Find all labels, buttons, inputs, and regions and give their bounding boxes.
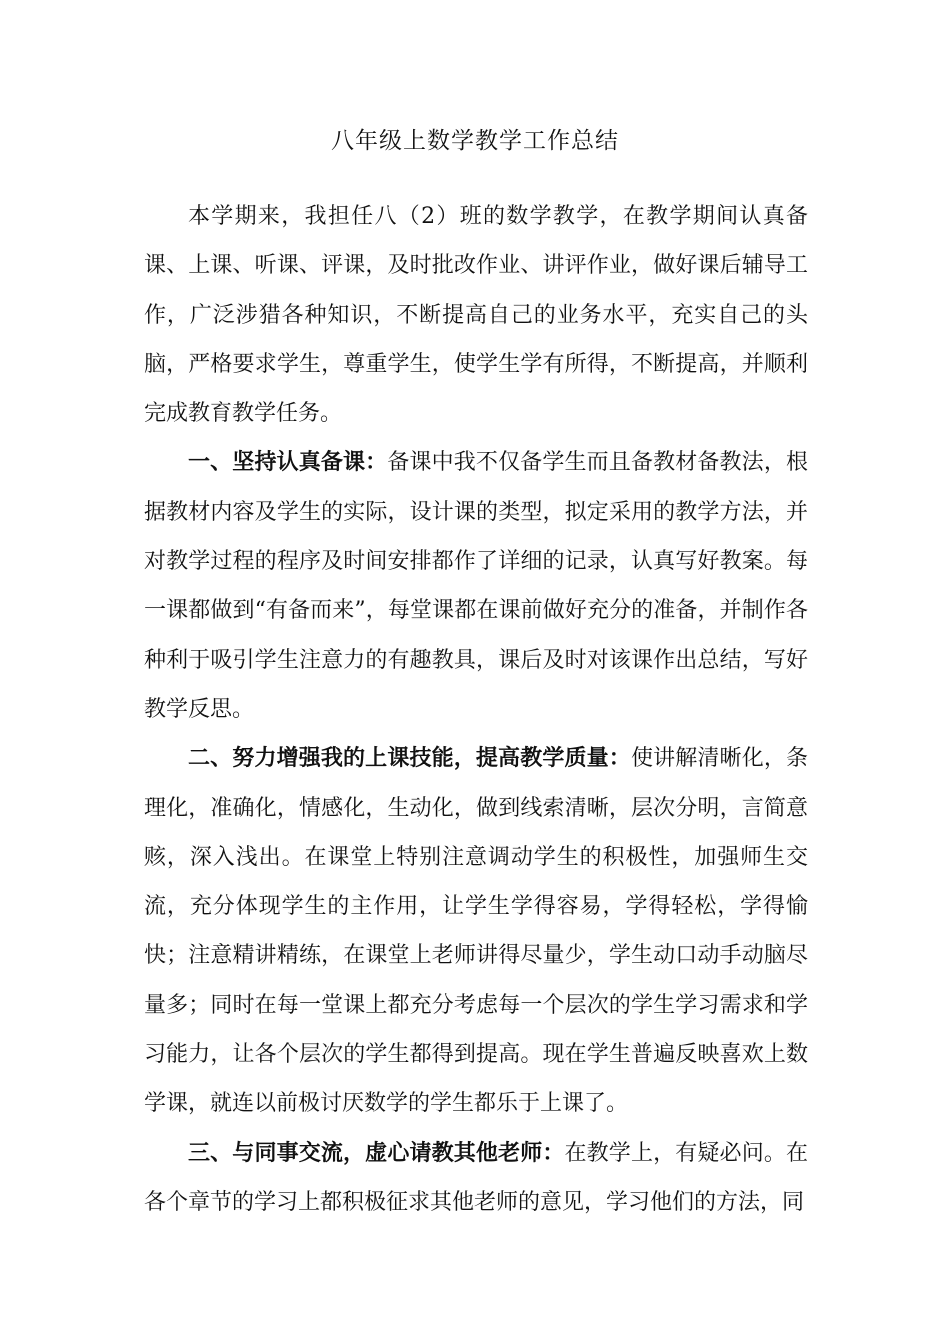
paragraph-text: 备课中我不仅备学生而且备教材备教法，根据教材内容及学生的实际，设计课的类型，拟定采用的教学方法，并对教学过程的程序及时间安排都作了详细的记录，认真写好教案。每一课都做到“有备而来”，每堂课都在课前做好充分的准备，并制作各种利于吸引学生注意力的有趣教具，课后及时对该课作出总结，写好教学反思。 (144, 450, 808, 722)
section-heading: 三、与同事交流，虚心请教其他老师： (188, 1139, 565, 1166)
paragraph-section-3 (144, 1129, 808, 1228)
paragraph-section-2 (144, 734, 808, 1128)
section-heading: 二、努力增强我的上课技能，提高教学质量： (188, 745, 631, 772)
section-heading: 一、坚持认真备课： (188, 449, 388, 476)
paragraph-text: 在教学上，有疑必问。在各个章节的学习上都积极征求其他老师的意见，学习他们的方法，同 (144, 1140, 808, 1215)
paragraph-section-1 (144, 438, 808, 734)
document-body (144, 192, 808, 1227)
paragraph-text: 使讲解清晰化，条理化，准确化，情感化，生动化，做到线索清晰，层次分明，言简意赅，深入浅出。在课堂上特别注意调动学生的积极性，加强师生交流，充分体现学生的主作用，让学生学得容易，学得轻松，学得愉快；注意精讲精练，在课堂上老师讲得尽量少，学生动口动手动脑尽量多；同时在每一堂课上都充分考虑每一个层次的学生学习需求和学习能力，让各个层次的学生都得到提高。现在学生普遍反映喜欢上数学课，就连以前极讨厌数学的学生都乐于上课了。 (144, 746, 808, 1117)
paragraph-text: 本学期来，我担任八（2）班的数学教学，在教学期间认真备课、上课、听课、评课，及时批改作业、讲评作业，做好课后辅导工作，广泛涉猎各种知识，不断提高自己的业务水平，充实自己的头脑，严格要求学生，尊重学生，使学生学有所得，不断提高，并顺利完成教育教学任务。 (144, 204, 808, 427)
paragraph-intro (144, 192, 808, 438)
document-title: 八年级上数学教学工作总结 (331, 128, 619, 154)
